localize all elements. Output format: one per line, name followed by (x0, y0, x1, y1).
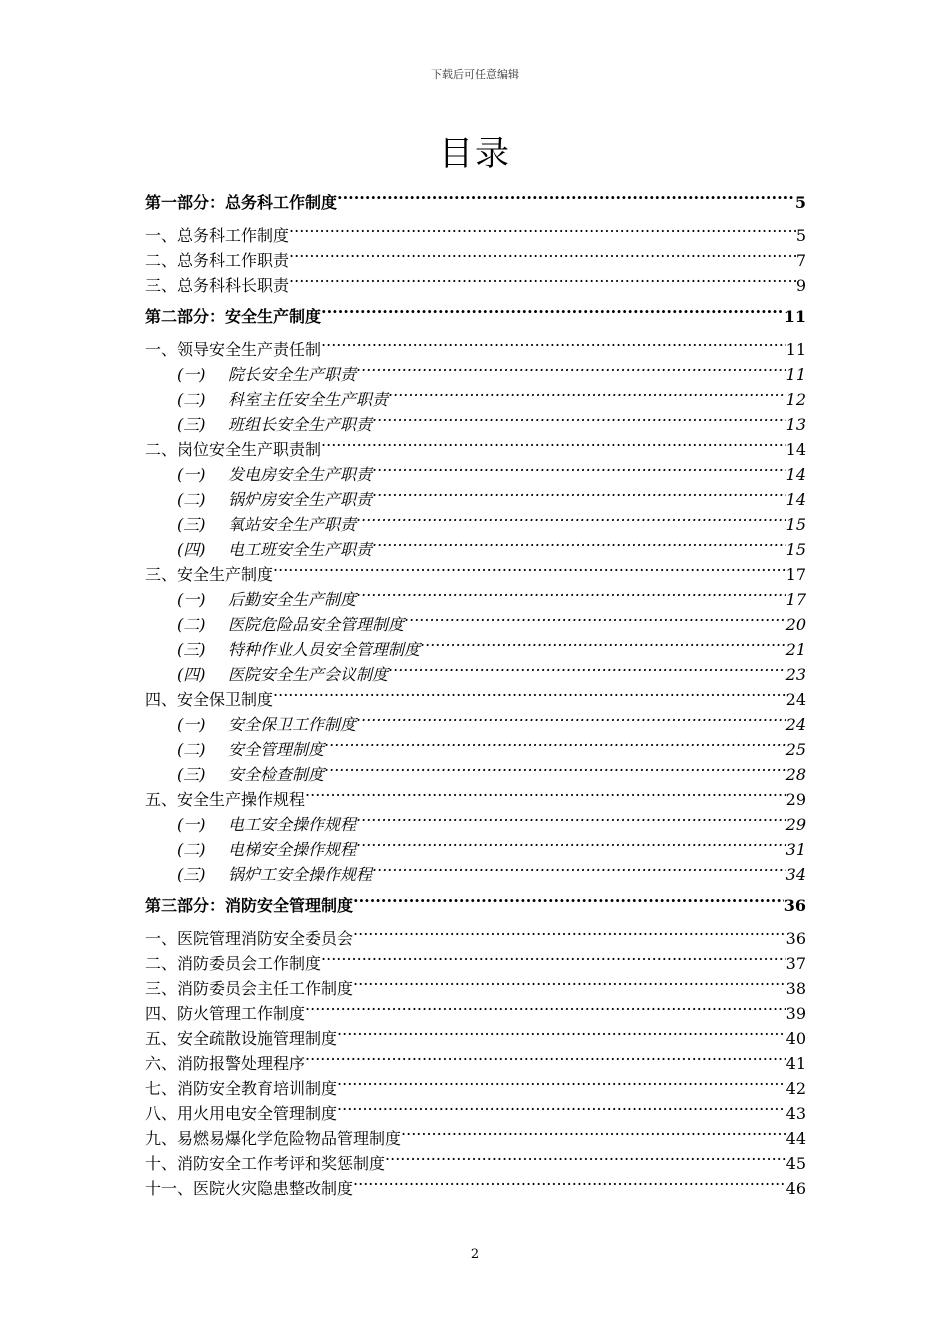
toc-entry-title: 班组长安全生产职责 (228, 415, 373, 434)
toc-dot-leader (372, 455, 786, 480)
page-header: 下载后可任意编辑 (431, 68, 519, 81)
toc-page-number: 36 (783, 896, 806, 915)
toc-entry-number: 二、 (145, 954, 178, 973)
toc-entry-number: 一、 (145, 226, 178, 245)
toc-entry-number: (一) (177, 815, 206, 834)
toc-entry-title: 电工安全操作规程 (228, 815, 357, 834)
toc-entry-title: 锅炉房安全生产职责 (228, 490, 373, 509)
toc-entry-number: 三、 (145, 565, 178, 584)
page-number: 2 (470, 1247, 480, 1262)
toc-entry-number: (三) (177, 865, 206, 884)
toc-page-number: 23 (785, 665, 806, 684)
toc-dot-leader (305, 780, 786, 805)
toc-entry-title: 总务科工作制度 (177, 226, 290, 245)
toc-page-number: 15 (785, 540, 806, 559)
toc-entry-title: 电梯安全操作规程 (228, 840, 357, 859)
toc-entry-number: 一、 (145, 340, 178, 359)
toc-entry-number: (一) (177, 465, 206, 484)
toc-entry-number: (三) (177, 415, 206, 434)
toc-dot-leader (356, 830, 786, 855)
toc-entry-title: 用火用电安全管理制度 (177, 1104, 338, 1123)
toc-page-number: 42 (785, 1079, 806, 1098)
toc-dot-leader (356, 705, 786, 730)
toc-entry-title: 氧站安全生产职责 (228, 515, 357, 534)
toc-entry-title: 医院危险品安全管理制度 (228, 615, 405, 634)
toc-page-number: 13 (785, 415, 806, 434)
toc-entry-title: 第一部分：总务科工作制度 (145, 193, 338, 212)
toc-dot-leader (321, 297, 784, 322)
toc-entry-title: 发电房安全生产职责 (228, 465, 373, 484)
toc-page-number: 5 (795, 226, 806, 245)
toc-entry-number: 二、 (145, 440, 178, 459)
toc-entry-title: 特种作业人员安全管理制度 (228, 640, 421, 659)
toc-page-number: 15 (785, 515, 806, 534)
toc-entry-number: (二) (177, 390, 206, 409)
toc-entry-number: 一、 (145, 929, 178, 948)
toc-dot-leader (273, 680, 786, 705)
toc-entry-number: 五、 (145, 1029, 178, 1048)
toc-entry-number: 十、 (145, 1154, 178, 1173)
toc-page-number: 41 (785, 1054, 806, 1073)
toc-dot-leader (321, 330, 786, 355)
toc-entry-title: 安全管理制度 (228, 740, 325, 759)
toc-dot-leader (356, 505, 786, 530)
toc-entry-title: 消防报警处理程序 (177, 1054, 306, 1073)
toc-dot-leader (388, 655, 786, 680)
toc-entry-title: 医院安全生产会议制度 (228, 665, 389, 684)
toc-dot-leader (337, 183, 795, 208)
toc-page-number: 25 (785, 740, 806, 759)
toc-page-number: 17 (785, 590, 806, 609)
toc-page-number: 17 (785, 565, 806, 584)
toc-dot-leader (305, 1044, 786, 1069)
toc-entry-number: (三) (177, 640, 206, 659)
toc-entry-number: (四) (177, 540, 206, 559)
toc-entry-title: 五、安全生产操作规程 (145, 790, 306, 809)
toc-page-number: 43 (785, 1104, 806, 1123)
toc-entry-number: 二、 (145, 251, 178, 270)
toc-page-number: 40 (785, 1029, 806, 1048)
toc-page-number: 11 (783, 307, 806, 326)
toc-entry-title: 院长安全生产职责 (228, 365, 357, 384)
toc-dot-leader (388, 380, 786, 405)
toc-entry-number: (三) (177, 765, 206, 784)
toc-dot-leader (356, 580, 786, 605)
toc-entry-title: 安全生产制度 (177, 565, 274, 584)
toc-entry-number: (二) (177, 740, 206, 759)
toc-page-number: 11 (785, 365, 806, 384)
toc-entry-title: 后勤安全生产制度 (228, 590, 357, 609)
toc-entry[interactable] (145, 330, 806, 359)
toc-entry-number: 三、 (145, 276, 178, 295)
toc-entry-title: 医院火灾隐患整改制度 (193, 1179, 354, 1198)
toc-entry-number: 四、 (145, 1004, 178, 1023)
toc-dot-leader (353, 969, 786, 994)
toc-page-number: 45 (785, 1154, 806, 1173)
toc-entry[interactable] (145, 216, 806, 245)
toc-page-number: 11 (785, 340, 806, 359)
toc-entry-number: (一) (177, 715, 206, 734)
toc-entry[interactable] (145, 919, 806, 948)
toc-entry-title: 第二部分：安全生产制度 (145, 307, 322, 326)
toc-entry-title: 锅炉工安全操作规程 (228, 865, 373, 884)
toc-entry-title: 安全检查制度 (228, 765, 325, 784)
toc-entry-title: 消防委员会工作制度 (177, 954, 322, 973)
toc-dot-leader (324, 755, 786, 780)
toc-page-number: 9 (795, 276, 806, 295)
toc-entry-title: 岗位安全生产职责制 (177, 440, 322, 459)
toc-dot-leader (321, 430, 786, 455)
toc-dot-leader (385, 1144, 786, 1169)
toc-page-number: 39 (785, 1004, 806, 1023)
toc-page-number: 12 (785, 390, 806, 409)
toc-page-number: 21 (785, 640, 806, 659)
toc-dot-leader (372, 530, 786, 555)
toc-page-number: 14 (785, 465, 806, 484)
toc-dot-leader (337, 1094, 786, 1119)
toc-dot-leader (372, 405, 786, 430)
toc-page-number: 37 (785, 954, 806, 973)
toc-entry-title: 第三部分：消防安全管理制度 (145, 896, 354, 915)
toc-dot-leader (289, 216, 796, 241)
toc-dot-leader (337, 1069, 786, 1094)
toc-part-entry[interactable] (145, 183, 806, 212)
toc-dot-leader (305, 994, 786, 1019)
toc-page-number: 7 (795, 251, 806, 270)
toc-entry-title: 科室主任安全生产职责 (228, 390, 389, 409)
toc-dot-leader (289, 241, 796, 266)
toc-dot-leader (404, 605, 786, 630)
toc-entry-title: 消防安全工作考评和奖惩制度 (177, 1154, 386, 1173)
toc-page-number: 20 (785, 615, 806, 634)
toc-entry-title: 医院管理消防安全委员会 (177, 929, 354, 948)
toc-page-number: 28 (785, 765, 806, 784)
toc-page-number: 24 (785, 715, 806, 734)
toc-dot-leader (324, 730, 786, 755)
page-title: 目录 (439, 134, 511, 174)
toc-page-number: 14 (785, 440, 806, 459)
toc-page-number: 14 (785, 490, 806, 509)
toc-page-number: 46 (785, 1179, 806, 1198)
toc-page-number: 29 (785, 815, 806, 834)
toc-part-entry[interactable] (145, 297, 806, 326)
toc-page-number: 34 (785, 865, 806, 884)
toc-dot-leader (353, 1169, 786, 1194)
toc-dot-leader (401, 1119, 786, 1144)
toc-page-number: 24 (785, 690, 806, 709)
toc-dot-leader (337, 1019, 786, 1044)
toc-dot-leader (356, 805, 786, 830)
toc-page-number: 36 (785, 929, 806, 948)
toc-entry-number: 三、 (145, 979, 178, 998)
toc-entry-title: 领导安全生产责任制 (177, 340, 322, 359)
toc-entry-title: 总务科工作职责 (177, 251, 290, 270)
toc-dot-leader (321, 944, 786, 969)
toc-page-number: 38 (785, 979, 806, 998)
toc-entry-number: (二) (177, 490, 206, 509)
toc-entry-number: (三) (177, 515, 206, 534)
toc-entry-number: 十一、 (145, 1179, 194, 1198)
toc-dot-leader (372, 855, 786, 880)
toc-entry-title: 防火管理工作制度 (177, 1004, 306, 1023)
toc-entry-number: 七、 (145, 1079, 178, 1098)
toc-dot-leader (289, 266, 796, 291)
toc-entry-number: (一) (177, 365, 206, 384)
toc-entry-title: 消防委员会主任工作制度 (177, 979, 354, 998)
table-of-contents (145, 183, 806, 1198)
toc-page-number: 31 (785, 840, 806, 859)
toc-page-number: 29 (785, 790, 806, 809)
toc-dot-leader (353, 886, 784, 911)
toc-page-number: 5 (794, 193, 806, 212)
toc-entry-title: 四、安全保卫制度 (145, 690, 274, 709)
toc-entry-title: 安全保卫工作制度 (228, 715, 357, 734)
toc-entry-title: 安全疏散设施管理制度 (177, 1029, 338, 1048)
toc-page-number: 44 (785, 1129, 806, 1148)
toc-entry-title: 消防安全教育培训制度 (177, 1079, 338, 1098)
toc-dot-leader (356, 355, 786, 380)
toc-entry-title: 易燃易爆化学危险物品管理制度 (177, 1129, 402, 1148)
toc-dot-leader (353, 919, 786, 944)
toc-dot-leader (420, 630, 786, 655)
toc-entry-number: (四) (177, 665, 206, 684)
toc-dot-leader (273, 555, 786, 580)
toc-entry-number: (一) (177, 590, 206, 609)
toc-entry-title: 总务科科长职责 (177, 276, 290, 295)
toc-entry-title: 电工班安全生产职责 (228, 540, 373, 559)
toc-entry-number: (二) (177, 840, 206, 859)
toc-entry-number: 八、 (145, 1104, 178, 1123)
toc-entry-number: 九、 (145, 1129, 178, 1148)
toc-entry-number: (二) (177, 615, 206, 634)
toc-dot-leader (372, 480, 786, 505)
toc-part-entry[interactable] (145, 886, 806, 915)
toc-entry-number: 六、 (145, 1054, 178, 1073)
